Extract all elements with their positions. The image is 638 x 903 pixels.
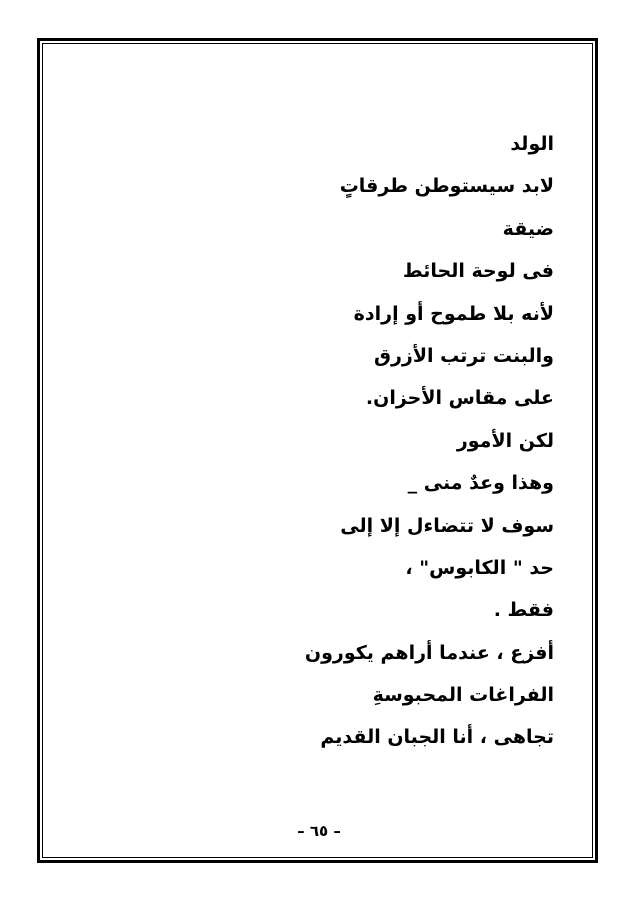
poem-line: الفراغات المحبوسةِ (372, 684, 554, 707)
poem-line: سوف لا تتضاءل إلا إلى (340, 514, 554, 537)
poem-line: الولد (510, 133, 554, 155)
poem-line: أفزع ، عندما أراهم يكورون (304, 641, 554, 664)
poem-line: ضيقة (502, 217, 554, 240)
poem-line: على مقاس الأحزان. (365, 387, 554, 410)
poem-line: لأنه بلا طموح أو إرادة (353, 302, 554, 325)
poem-line: لابد سيستوطن طرقاتٍ (339, 175, 554, 198)
poem-line: وهذا وعدٌ منى _ (407, 472, 554, 495)
poem-line: لكن الأمور (456, 429, 554, 452)
poem-line: والبنت ترتب الأزرق (373, 344, 554, 367)
poem-line: حد " الكابوس" ، (405, 556, 554, 579)
poem-line: تجاهى ، أنا الجبان القديم (320, 726, 554, 749)
poem-line: فقط . (493, 599, 554, 622)
poem-line: فى لوحة الحائط (402, 260, 554, 283)
poem-text (114, 123, 554, 759)
page-number: – ٦٥ – (297, 822, 341, 840)
